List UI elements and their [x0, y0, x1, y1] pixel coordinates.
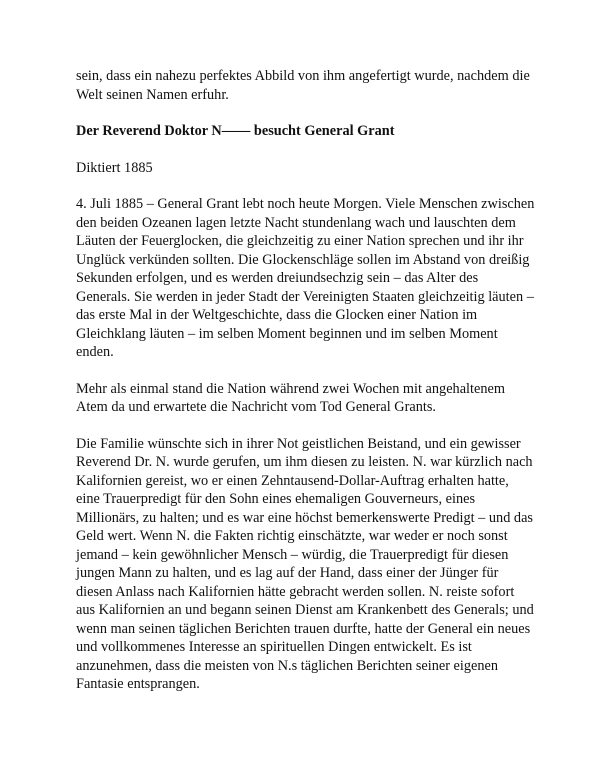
paragraph-july-4: 4. Juli 1885 – General Grant lebt noch heute Morgen. Viele Menschen zwischen den beiden Ozeanen lagen letzte Nacht stundenlang wach und lauschten dem Läuten der Feuerglocken, die gleichzeitig zu einer Nation sprechen und ihr ihr Unglück verkünden sollten. Die Glockenschläge sollen im Abstand von dreißig Sekunden erfolgen, und es werden dreiundsechzig sein – das Alter des Generals. Sie werden in jeder Stadt der Vereinigten Staaten gleichzeitig läuten – das erste Mal in der Weltgeschichte, dass die Glocken einer Nation im Gleichklang läuten – im selben Moment beginnen und im selben Moment enden.	[76, 196, 535, 360]
paragraph-nation-waiting: Mehr als einmal stand die Nation während zwei Wochen mit angehaltenem Atem da und erwartete die Nachricht vom Tod General Grants.	[76, 380, 505, 415]
section-heading: Der Reverend Doktor N—— besucht General Grant	[76, 123, 395, 139]
intro-paragraph: sein, dass ein nahezu perfektes Abbild von ihm angefertigt wurde, nachdem die Welt seinen Namen erfuhr.	[76, 68, 530, 103]
paragraph-reverend-visit: Die Familie wünschte sich in ihrer Not geistlichen Beistand, und ein gewisser Reverend Dr. N. wurde gerufen, um ihm diesen zu leisten. N. war kürzlich nach Kalifornien gereist, wo er einen Zehntausend-Dollar-Auftrag erhalten hatte, eine Trauerpredigt für den Sohn eines ehemaligen Gouverneurs, eines Millionärs, zu halten; und es war eine höchst bemerkenswerte Predigt – und das Geld wert. Wenn N. die Fakten richtig einschätzte, war weder er noch sonst jemand – kein gewöhnlicher Mensch – würdig, die Trauerpredigt für diesen jungen Mann zu halten, und es lag auf der Hand, dass einer der Jünger für diesen Anlass nach Kalifornien hätte gebracht werden sollen. N. reiste sofort aus Kalifornien an und begann seinen Dienst am Krankenbett des Generals; und wenn man seinen täglichen Berichten trauen durfte, hatte der General ein neues und vollkommenes Interesse an spirituellen Dingen entwickelt. Es ist anzunehmen, dass die meisten von N.s täglichen Berichten seiner eigenen Fantasie entsprangen.	[76, 435, 534, 692]
document-page	[76, 67, 536, 712]
dictated-line: Diktiert 1885	[76, 159, 153, 176]
